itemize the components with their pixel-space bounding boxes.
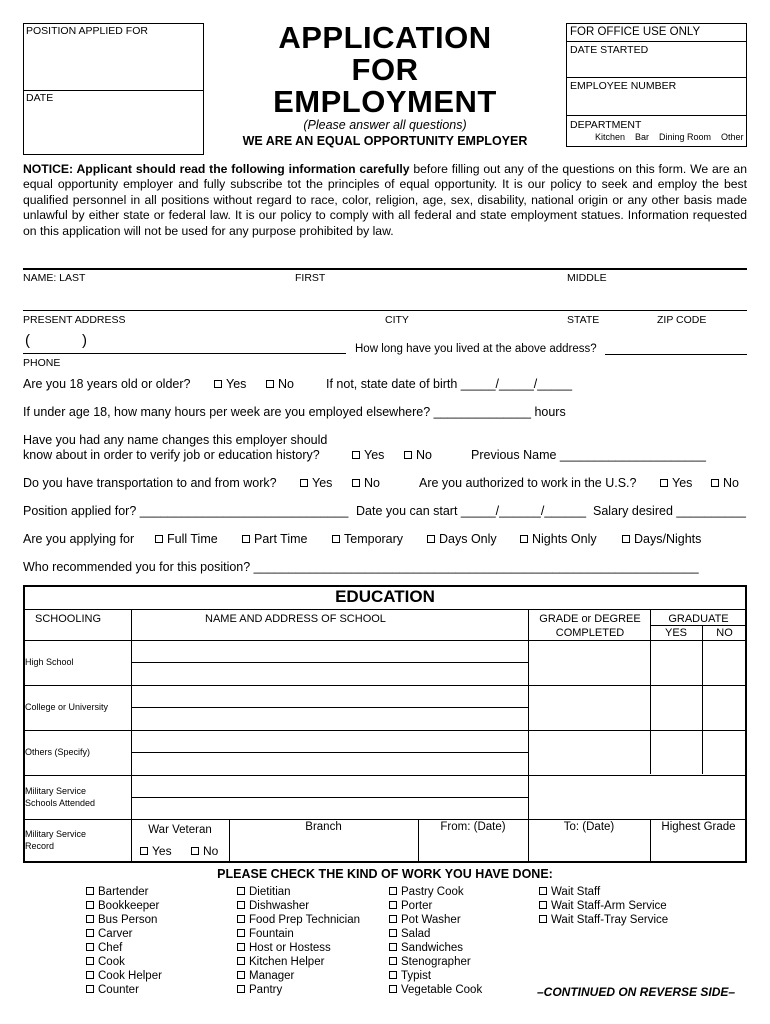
nights-only-option[interactable]: Nights Only xyxy=(520,532,597,546)
address-top-rule xyxy=(23,310,747,311)
checkbox-icon[interactable] xyxy=(237,887,245,895)
how-long-input[interactable] xyxy=(605,354,747,355)
high-school-address-input[interactable] xyxy=(132,663,528,685)
phone-input-line[interactable] xyxy=(23,353,346,354)
notice-text: before filling out any of the questions on this form. We are an equal opportunity employer and fully subscribe tot the principles of equal opportunity. It is our policy to seek and employ the best qualified personnel in all positions without regard to race, color, religion, age, sex, disability, national origin or any other basis made unlawful by either state or federal law. It is our policy to comply with all federal and state employment statues. Information requested on this application will not be used for any purpose prohibited by law. xyxy=(23,162,747,238)
checkbox-icon[interactable] xyxy=(622,535,630,543)
work-option[interactable] xyxy=(86,955,162,969)
work-option[interactable] xyxy=(389,913,482,927)
checkbox-icon[interactable] xyxy=(86,985,94,993)
military-schools-label-2: Schools Attended xyxy=(25,798,96,808)
name-change-line2: know about in order to verify job or education history? xyxy=(23,448,320,462)
war-veteran-no[interactable]: No xyxy=(191,844,218,858)
applying-for-question: Are you applying for xyxy=(23,532,135,546)
checkbox-icon[interactable] xyxy=(539,887,547,895)
checkbox-icon[interactable] xyxy=(539,915,547,923)
work-option[interactable] xyxy=(237,927,360,941)
position-applied-box[interactable] xyxy=(23,23,204,91)
work-option[interactable] xyxy=(237,955,360,969)
date-started-field[interactable] xyxy=(567,42,746,78)
authorized-yes[interactable]: Yes xyxy=(660,476,692,490)
name-input-area[interactable] xyxy=(23,284,747,310)
checkbox-icon[interactable] xyxy=(86,943,94,951)
department-field[interactable] xyxy=(567,116,746,146)
employee-number-label: EMPLOYEE NUMBER xyxy=(570,80,677,92)
work-option[interactable] xyxy=(539,885,668,899)
work-option-label: Kitchen Helper xyxy=(249,956,325,968)
work-option[interactable] xyxy=(389,983,482,997)
work-option-label: Bartender xyxy=(98,886,149,898)
education-title: EDUCATION xyxy=(335,587,435,606)
checkbox-icon[interactable] xyxy=(389,929,397,937)
phone-label: PHONE xyxy=(23,357,61,369)
checkbox-icon[interactable] xyxy=(214,380,222,388)
work-option-label: Carver xyxy=(98,928,133,940)
phone-paren-close: ) xyxy=(82,332,87,349)
military-record-label-1: Military Service xyxy=(25,829,87,839)
part-time-option[interactable]: Part Time xyxy=(242,532,308,546)
work-title: PLEASE CHECK THE KIND OF WORK YOU HAVE DONE: xyxy=(217,867,553,881)
how-long-label: How long have you lived at the above address? xyxy=(355,343,597,355)
military-schools-label-1: Military Service xyxy=(25,786,87,796)
from-date-label: From: (Date) xyxy=(440,821,506,833)
graduate-yes-header: YES xyxy=(664,627,687,639)
transport-question: Do you have transportation to and from work? xyxy=(23,476,277,490)
position-field[interactable]: Position applied for? ______________________________ xyxy=(23,504,349,518)
checkbox-icon[interactable] xyxy=(237,915,245,923)
dept-other[interactable]: Other xyxy=(721,132,744,142)
days-only-option[interactable]: Days Only xyxy=(427,532,497,546)
schooling-header: SCHOOLING xyxy=(35,613,102,625)
work-option-label: Bus Person xyxy=(98,914,158,926)
work-option[interactable] xyxy=(539,899,668,913)
graduate-sub-rule xyxy=(650,625,747,626)
checkbox-icon[interactable] xyxy=(352,451,360,459)
high-school-grade-input[interactable] xyxy=(529,641,650,685)
dob-field[interactable]: If not, state date of birth _____/_____/_____ xyxy=(326,377,573,391)
work-option-label: Vegetable Cook xyxy=(401,984,483,996)
age18-question: Are you 18 years old or older? xyxy=(23,377,191,391)
work-option-label: Pot Washer xyxy=(401,914,461,926)
age18-no[interactable]: No xyxy=(266,377,294,391)
graduate-no-header: NO xyxy=(716,627,733,639)
checkbox-icon[interactable] xyxy=(389,971,397,979)
checkbox-icon[interactable] xyxy=(155,535,163,543)
college-address-input[interactable] xyxy=(132,708,528,730)
work-option[interactable] xyxy=(389,899,482,913)
present-address-label: PRESENT ADDRESS xyxy=(23,314,126,326)
edu-sub-rule xyxy=(131,752,528,753)
previous-name-field[interactable]: Previous Name _____________________ xyxy=(471,448,706,462)
others-label: Others (Specify) xyxy=(25,747,91,757)
checkbox-icon[interactable] xyxy=(520,535,528,543)
work-option-label: Manager xyxy=(249,970,295,982)
work-option-label: Counter xyxy=(98,984,139,996)
name-change-no[interactable]: No xyxy=(404,448,432,462)
position-applied-label: POSITION APPLIED FOR xyxy=(26,25,148,37)
grade-header-1: GRADE or DEGREE xyxy=(539,613,641,625)
checkbox-icon[interactable] xyxy=(300,479,308,487)
authorized-question: Are you authorized to work in the U.S.? xyxy=(419,476,637,490)
transport-no[interactable]: No xyxy=(352,476,380,490)
salary-field[interactable]: Salary desired __________ xyxy=(593,504,746,518)
office-use-label: FOR OFFICE USE ONLY xyxy=(570,26,701,38)
work-option-label: Dietitian xyxy=(249,886,291,898)
checkbox-icon[interactable] xyxy=(86,929,94,937)
date-box[interactable] xyxy=(23,90,204,155)
notice-bold: NOTICE: Applicant should read the following information carefully xyxy=(23,162,410,176)
highest-grade-label: Highest Grade xyxy=(661,821,736,833)
office-use-box xyxy=(566,23,747,147)
work-option-label: Pantry xyxy=(249,984,283,996)
checkbox-icon[interactable] xyxy=(266,380,274,388)
work-option-label: Pastry Cook xyxy=(401,886,464,898)
work-option-label: Wait Staff-Tray Service xyxy=(551,914,669,926)
checkbox-icon[interactable] xyxy=(86,915,94,923)
checkbox-icon[interactable] xyxy=(86,887,94,895)
graduate-header: GRADUATE xyxy=(668,613,729,625)
date-label: DATE xyxy=(26,92,54,104)
work-option-label: Cook Helper xyxy=(98,970,162,982)
phone-paren-open: ( xyxy=(25,332,30,349)
military-record-label-2: Record xyxy=(25,841,55,851)
checkbox-icon[interactable] xyxy=(237,929,245,937)
checkbox-icon[interactable] xyxy=(389,943,397,951)
to-date-label: To: (Date) xyxy=(563,821,615,833)
checkbox-icon[interactable] xyxy=(191,847,199,855)
checkbox-icon[interactable] xyxy=(389,887,397,895)
days-nights-option[interactable]: Days/Nights xyxy=(622,532,701,546)
work-option[interactable] xyxy=(86,983,162,997)
work-column-1 xyxy=(86,885,162,997)
checkbox-icon[interactable] xyxy=(711,479,719,487)
zip-label: ZIP CODE xyxy=(657,314,707,326)
war-veteran-label: War Veteran xyxy=(148,824,212,836)
start-date-field[interactable]: Date you can start _____/______/______ xyxy=(356,504,587,518)
checkbox-icon[interactable] xyxy=(389,901,397,909)
name-first-label: FIRST xyxy=(295,272,326,284)
work-option[interactable] xyxy=(86,885,162,899)
work-option[interactable] xyxy=(86,913,162,927)
work-option-label: Cook xyxy=(98,956,125,968)
name-address-header: NAME AND ADDRESS OF SCHOOL xyxy=(205,613,386,625)
work-option-label: Typist xyxy=(401,970,432,982)
work-option[interactable] xyxy=(237,983,360,997)
name-middle-label: MIDDLE xyxy=(567,272,607,284)
subtitle: (Please answer all questions) xyxy=(303,118,467,132)
title-line-2: FOR xyxy=(351,52,419,87)
checkbox-icon[interactable] xyxy=(332,535,340,543)
employee-number-field[interactable] xyxy=(567,78,746,116)
work-option[interactable] xyxy=(86,927,162,941)
continued-note: –CONTINUED ON REVERSE SIDE– xyxy=(537,985,736,999)
college-name-input[interactable] xyxy=(132,686,528,707)
department-label: DEPARTMENT xyxy=(570,119,642,131)
checkbox-icon[interactable] xyxy=(237,943,245,951)
work-option[interactable] xyxy=(237,885,360,899)
recommended-field[interactable]: Who recommended you for this position? ________________________________________________________________ xyxy=(23,560,699,574)
work-option[interactable] xyxy=(237,969,360,983)
work-option-label: Host or Hostess xyxy=(249,942,331,954)
work-option[interactable] xyxy=(237,899,360,913)
work-option[interactable] xyxy=(86,899,162,913)
checkbox-icon[interactable] xyxy=(86,971,94,979)
work-option[interactable] xyxy=(389,927,482,941)
checkbox-icon[interactable] xyxy=(660,479,668,487)
work-option-label: Fountain xyxy=(249,928,294,940)
dept-dining[interactable]: Dining Room xyxy=(659,132,712,142)
dept-kitchen[interactable]: Kitchen xyxy=(595,132,626,142)
state-label: STATE xyxy=(567,314,600,326)
checkbox-icon[interactable] xyxy=(86,957,94,965)
work-option[interactable] xyxy=(86,941,162,955)
checkbox-icon[interactable] xyxy=(404,451,412,459)
work-option[interactable] xyxy=(237,913,360,927)
branch-label: Branch xyxy=(305,821,342,833)
work-option[interactable] xyxy=(539,913,668,927)
work-column-4 xyxy=(539,885,668,927)
work-option[interactable] xyxy=(389,885,482,899)
checkbox-icon[interactable] xyxy=(237,971,245,979)
military-school-input[interactable] xyxy=(132,776,528,797)
checkbox-icon[interactable] xyxy=(237,985,245,993)
high-school-name-input[interactable] xyxy=(132,641,528,662)
dept-bar[interactable]: Bar xyxy=(635,132,650,142)
checkbox-icon[interactable] xyxy=(86,901,94,909)
checkbox-icon[interactable] xyxy=(389,957,397,965)
checkbox-icon[interactable] xyxy=(539,901,547,909)
under18-question[interactable]: If under age 18, how many hours per week are you employed elsewhere? ______________ hours xyxy=(23,405,566,419)
edu-col-rule-3 xyxy=(650,609,651,774)
eoe-statement: WE ARE AN EQUAL OPPORTUNITY EMPLOYER xyxy=(242,134,528,148)
temporary-option[interactable]: Temporary xyxy=(332,532,403,546)
others-name-input[interactable] xyxy=(132,731,528,752)
checkbox-icon[interactable] xyxy=(237,901,245,909)
college-label: College or University xyxy=(25,702,109,712)
notice-paragraph xyxy=(23,162,747,239)
work-column-2 xyxy=(237,885,360,997)
date-started-label: DATE STARTED xyxy=(570,44,649,56)
work-option-label: Sandwiches xyxy=(401,942,464,954)
name-change-line1: Have you had any name changes this employer should xyxy=(23,433,328,447)
war-veteran-yes[interactable]: Yes xyxy=(140,844,172,858)
work-option-label: Chef xyxy=(98,942,123,954)
work-option-label: Wait Staff xyxy=(551,886,601,898)
grade-header-2: COMPLETED xyxy=(555,627,625,639)
checkbox-icon[interactable] xyxy=(352,479,360,487)
work-option[interactable] xyxy=(389,955,482,969)
work-column-3 xyxy=(389,885,482,997)
title-line-3: EMPLOYMENT xyxy=(273,84,497,119)
edu-col-rule-4 xyxy=(702,625,703,774)
transport-yes[interactable]: Yes xyxy=(300,476,332,490)
title-line-1: APPLICATION xyxy=(278,20,492,55)
age18-yes[interactable]: Yes xyxy=(214,377,246,391)
edu-sub-rule xyxy=(131,797,528,798)
work-option-label: Bookkeeper xyxy=(98,900,160,912)
full-time-option[interactable]: Full Time xyxy=(155,532,218,546)
work-option-label: Stenographer xyxy=(401,956,471,968)
work-option-label: Dishwasher xyxy=(249,900,310,912)
work-option[interactable] xyxy=(86,969,162,983)
checkbox-icon[interactable] xyxy=(237,957,245,965)
checkbox-icon[interactable] xyxy=(427,535,435,543)
checkbox-icon[interactable] xyxy=(140,847,148,855)
work-option-label: Salad xyxy=(401,928,431,940)
high-school-label: High School xyxy=(25,657,74,667)
work-option[interactable] xyxy=(389,969,482,983)
checkbox-icon[interactable] xyxy=(389,915,397,923)
name-top-rule xyxy=(23,268,747,270)
checkbox-icon[interactable] xyxy=(242,535,250,543)
work-option[interactable] xyxy=(237,941,360,955)
work-option[interactable] xyxy=(389,941,482,955)
authorized-no[interactable]: No xyxy=(711,476,739,490)
city-label: CITY xyxy=(385,314,409,326)
checkbox-icon[interactable] xyxy=(389,985,397,993)
work-option-label: Porter xyxy=(401,900,433,912)
name-change-yes[interactable]: Yes xyxy=(352,448,384,462)
work-option-label: Food Prep Technician xyxy=(249,914,361,926)
work-option-label: Wait Staff-Arm Service xyxy=(551,900,667,912)
name-last-label: NAME: LAST xyxy=(23,272,86,284)
